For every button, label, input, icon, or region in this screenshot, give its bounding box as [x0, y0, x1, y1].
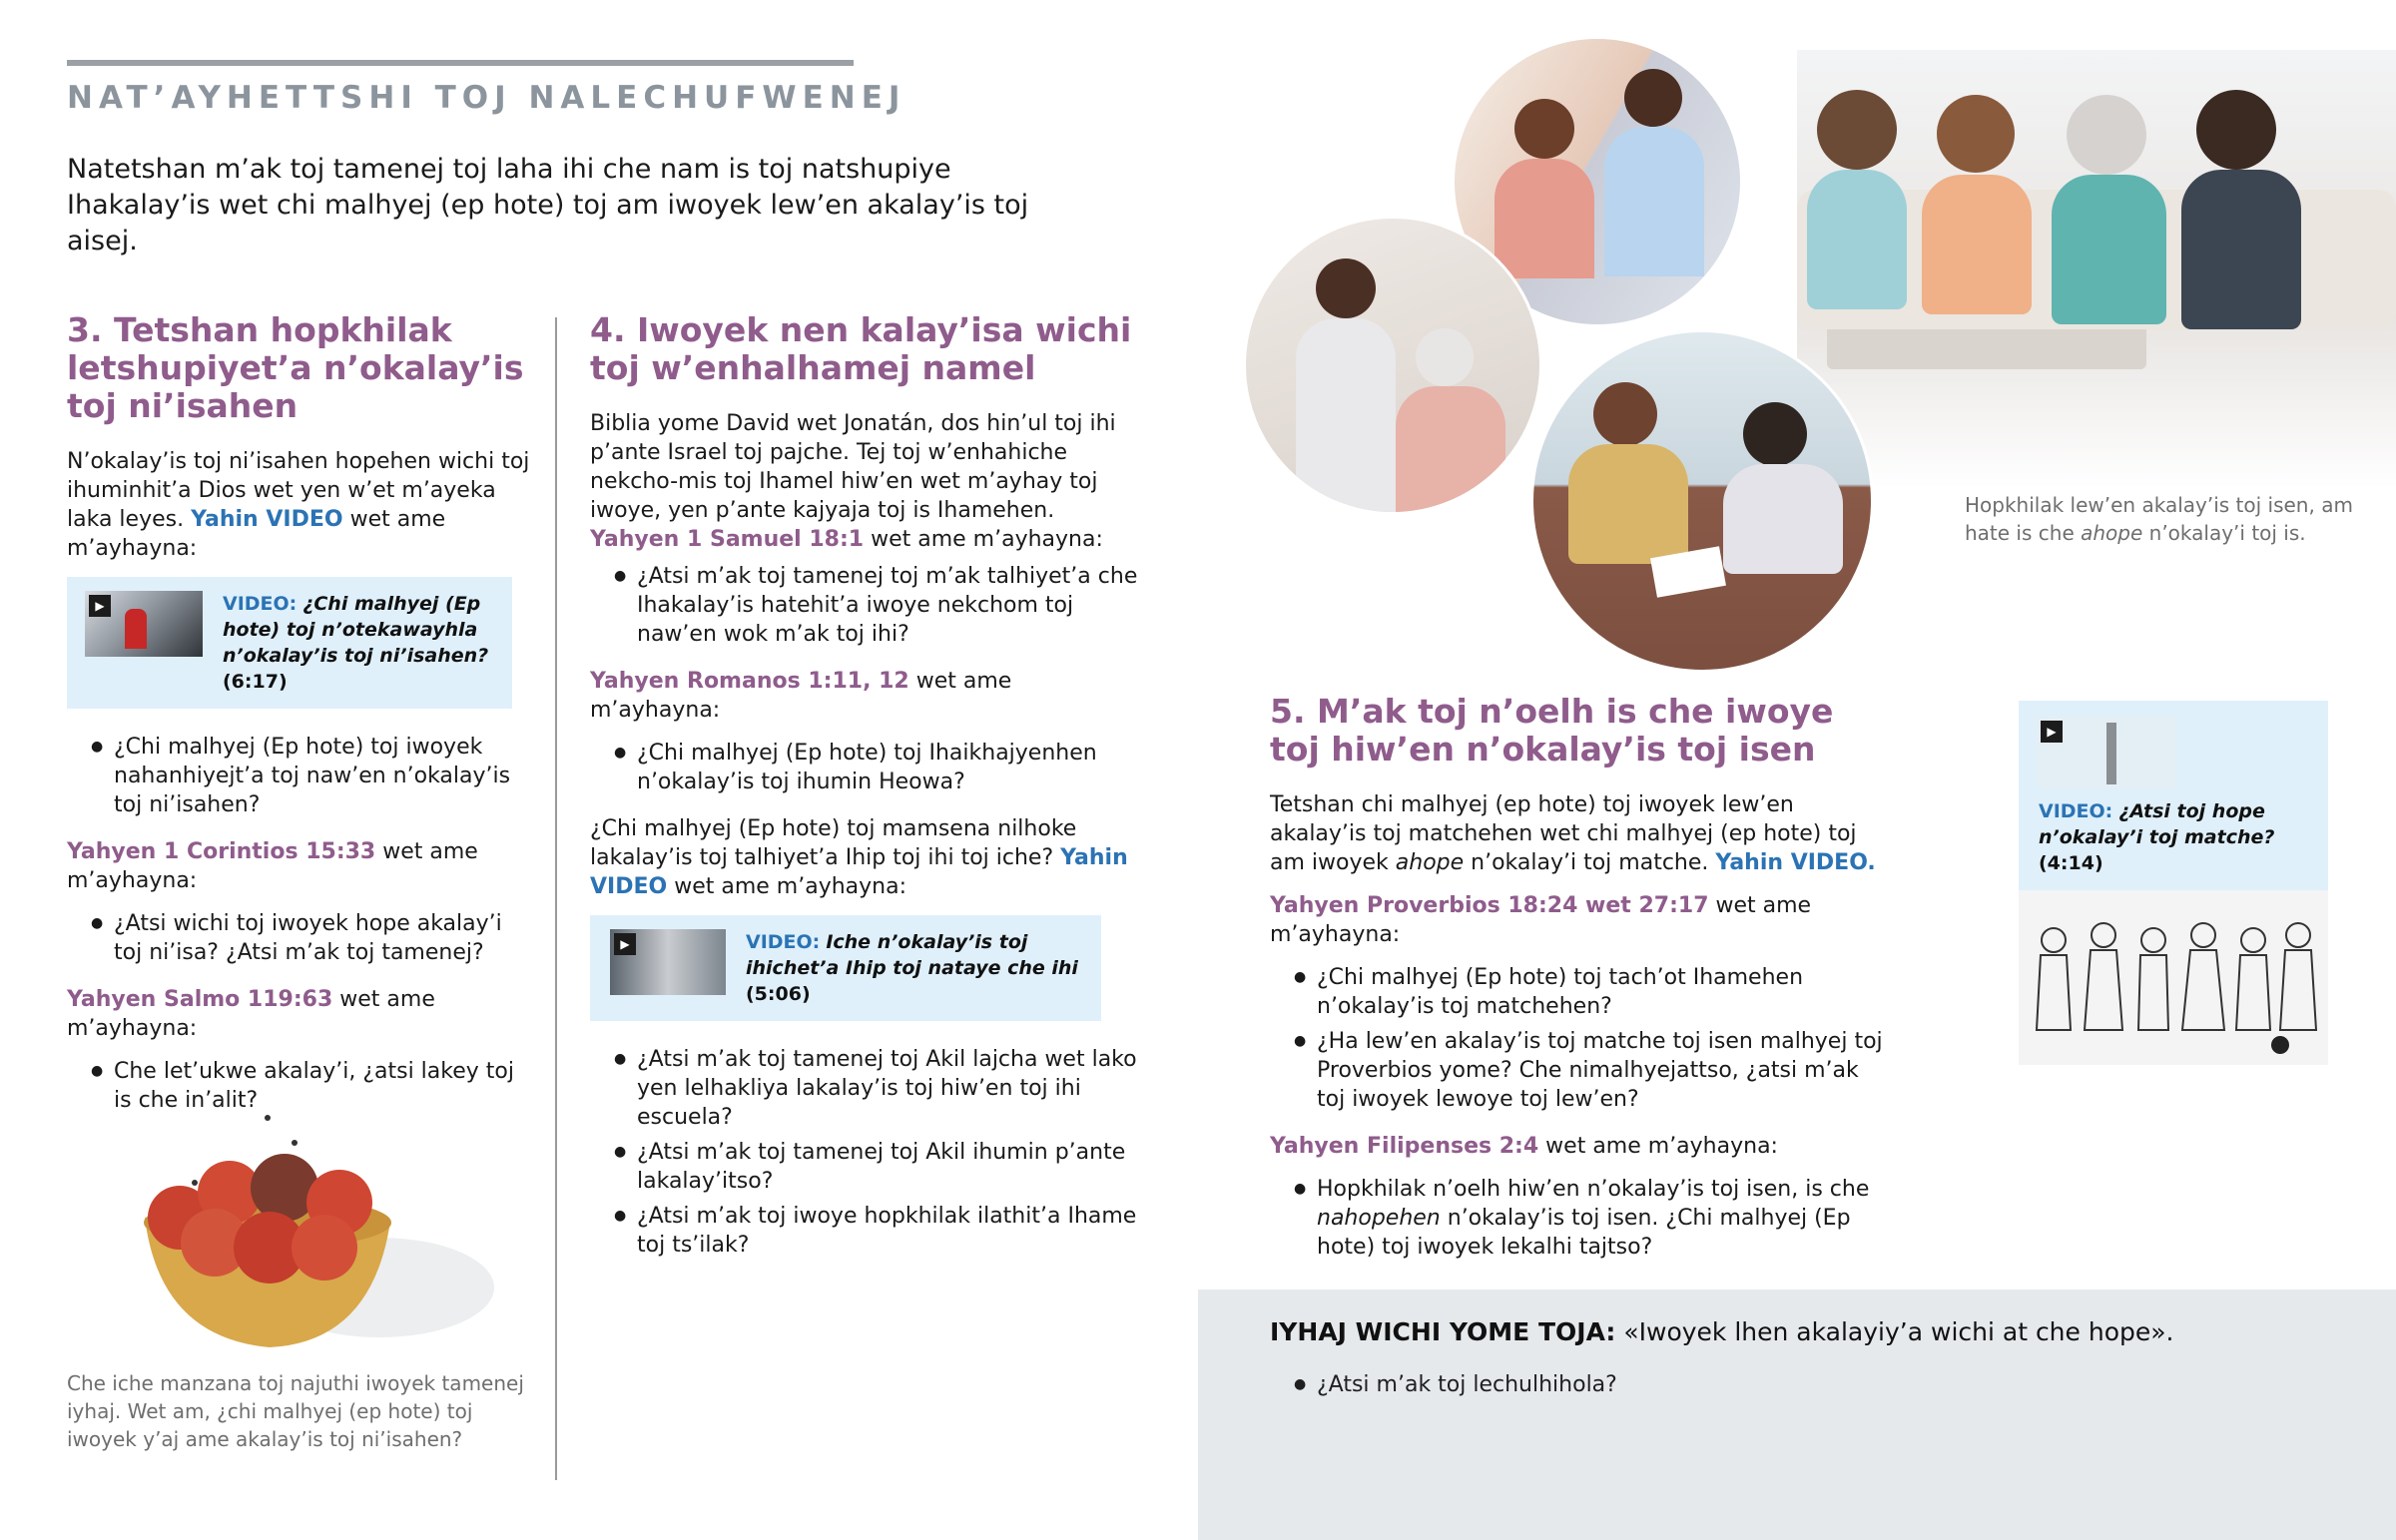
people-sketch-illustration — [2019, 890, 2328, 1065]
section-4-video-text: VIDEO: Iche n’okalay’is toj ihichet’a Ihip toj nataye che ihi (5:06) — [746, 931, 1078, 1005]
person-head — [1624, 69, 1682, 127]
question-item: ● ¿Atsi m’ak toj lechulhihola? — [1270, 1370, 1617, 1399]
person-body — [1922, 175, 2032, 314]
section-3-video-link[interactable]: Yahin VIDEO — [191, 507, 343, 532]
section-4 — [590, 311, 1139, 1278]
section-5-paragraph: Tetshan chi malhyej (ep hote) toj iwoyek lew’en akalay’is toj matchehen wet chi malhyej (ep hote) toj am iwoyek ahope n’okalay’i toj matche. Yahin VIDEO. — [1270, 792, 1876, 875]
friends-group-illustration — [1797, 50, 2396, 489]
section-3-questions-1 — [67, 733, 536, 819]
person-head — [2196, 90, 2276, 170]
question-item: ● Hopkhilak n’oelh hiw’en n’okalay’is toj isen, is che nahopehen n’okalay’is toj isen. ¿Chi malhyej (Ep hote) toj iwoyek lekalhi tajtso? — [1270, 1175, 1889, 1262]
summary-title: IYHAJ WICHI YOME TOJA: «Iwoyek lhen akalayiy’a wichi at che hope». — [1270, 1317, 2174, 1346]
person-head — [1937, 95, 2015, 173]
section-3-paragraph: N’okalay’is toj ni’isahen hopehen wichi toj ihuminhit’a Dios wet yen w’et m’ayeka laka leyes. Yahin VIDEO wet ame m’ayhayna: — [67, 449, 530, 561]
question-item: ● ¿Chi malhyej (Ep hote) toj Ihaikhajyenhen n’okalay’is toj ihumin Heowa? — [590, 739, 1139, 796]
summary-questions — [1270, 1370, 1617, 1405]
person-body — [1807, 170, 1907, 309]
question-item: ● ¿Atsi wichi toj iwoyek hope akalay’i toj ni’isa? ¿Atsi m’ak toj tamenej? — [67, 909, 536, 967]
person-body — [1296, 318, 1396, 515]
person-body — [1568, 444, 1688, 564]
person-body — [1495, 159, 1594, 278]
page-kicker: NAT’AYHETTSHI TOJ NALECHUFWENEJ — [67, 80, 906, 116]
apple-bowl-illustration — [120, 1098, 499, 1357]
section-3-reference-2: Yahyen Salmo 119:63 wet ame m’ayhayna: — [67, 987, 435, 1041]
question-item: ● ¿Atsi m’ak toj tamenej toj Akil ihumin p’ante lakalay’itso? — [590, 1138, 1139, 1196]
section-4-paragraph: Biblia yome David wet Jonatán, dos hin’ul toj ihi p’ante Israel toj pajche. Tej toj w’enhahiche nekcho-mis toj Ihamel hiw’en wet m’ayhay toj iwoye, yen p’ante kajyaja toj is Ihamehen. Yahyen 1 Samuel 18:1 wet ame m’ayhayna: — [590, 411, 1116, 552]
play-icon[interactable]: ▶ — [614, 933, 636, 955]
section-3-title: 3. Tetshan hopkhilak letshupiyet’a n’okalay’is toj ni’isahen — [67, 310, 524, 425]
section-4-reference-1[interactable]: Yahyen 1 Samuel 18:1 — [590, 527, 865, 552]
person-body — [1723, 464, 1843, 574]
video-thumbnail[interactable] — [610, 929, 726, 995]
section-4-paragraph-2: ¿Chi malhyej (Ep hote) toj mamsena nilhoke lakalay’is toj talhiyet’a Ihip toj ihi toj iche? Yahin VIDEO wet ame m’ayhayna: — [590, 816, 1128, 899]
elder-visit-illustration — [1243, 216, 1542, 515]
tree-shape — [2106, 723, 2116, 784]
question-item: ● ¿Chi malhyej (Ep hote) toj iwoyek nahanhiyejt’a toj naw’en n’okalay’is toj ni’isahen? — [67, 733, 536, 819]
section-5-questions-2 — [1270, 1175, 1889, 1262]
section-5-video-card[interactable] — [2019, 701, 2328, 1065]
question-item: ● ¿Chi malhyej (Ep hote) toj tach’ot Ihamehen n’okalay’is toj matchehen? — [1270, 963, 1889, 1021]
section-3-video-text: VIDEO: ¿Chi malhyej (Ep hote) toj n’otekawayhla n’okalay’is toj ni’isahen? (6:17) — [223, 593, 489, 693]
page-intro: Natetshan m’ak toj tamenej toj laha ihi che nam is toj natshupiye Ihakalay’is wet chi malhyej (ep hote) toj am iwoyek lew’en akalay’is toj aisej. — [67, 154, 1029, 257]
person-head — [1514, 99, 1574, 159]
column-divider — [555, 317, 557, 1480]
section-3 — [67, 311, 536, 1133]
section-3-questions-2 — [67, 909, 536, 967]
section-3-video-card[interactable] — [67, 577, 512, 709]
friends-caption: Hopkhilak lew’en akalay’is toj isen, am hate is che ahope n’okalay’i toj is. — [1965, 493, 2353, 545]
section-3-reference-1: Yahyen 1 Corintios 15:33 wet ame m’ayhayna: — [67, 839, 478, 893]
section-5-video-link[interactable]: Yahin VIDEO. — [1715, 850, 1876, 875]
question-item: ● ¿Atsi m’ak toj tamenej toj m’ak talhiyet’a che Ihakalay’is hatehit’a iwoye nekchom toj naw’en wok m’ak toj ihi? — [590, 562, 1139, 649]
play-icon[interactable]: ▶ — [2041, 721, 2063, 743]
section-5-video-text: VIDEO: ¿Atsi toj hope n’okalay’i toj matche? (4:14) — [2039, 800, 2275, 874]
thumbnail-person-shape — [125, 609, 147, 649]
section-4-title: 4. Iwoyek nen kalay’isa wichi toj w’enhalhamej namel — [590, 310, 1132, 387]
section-5-questions-1 — [1270, 963, 1889, 1114]
section-4-questions-1 — [590, 562, 1139, 649]
person-body — [1604, 127, 1704, 276]
person-head — [1817, 90, 1897, 170]
person-body — [2052, 175, 2166, 324]
person-head — [2067, 95, 2146, 175]
person-head — [1316, 258, 1376, 318]
section-5-title: 5. M’ak toj n’oelh is che iwoye toj hiw’en n’okalay’is toj isen — [1270, 692, 1834, 769]
apple-caption: Che iche manzana toj najuthi iwoyek tamenej iyhaj. Wet am, ¿chi malhyej (ep hote) toj iwoyek y’aj ame akalay’is toj ni’isahen? — [67, 1371, 524, 1451]
section-5-reference-1: Yahyen Proverbios 18:24 wet 27:17 wet ame m’ayhayna: — [1270, 893, 1812, 947]
question-item: ● Che let’ukwe akalay’i, ¿atsi lakey toj is che in’alit? — [67, 1057, 536, 1115]
video-thumbnail[interactable] — [85, 591, 203, 657]
question-item: ● ¿Atsi m’ak toj tamenej toj Akil lajcha wet lako yen lelhakliya lakalay’is toj hiw’en toj ihi escuela? — [590, 1045, 1139, 1132]
section-4-video-card[interactable] — [590, 915, 1101, 1021]
section-5-reference-2: Yahyen Filipenses 2:4 wet ame m’ayhayna: — [1270, 1134, 1778, 1159]
header-rule — [67, 60, 854, 66]
question-item: ● ¿Atsi m’ak toj iwoye hopkhilak ilathit’a Ihame toj ts’ilak? — [590, 1202, 1139, 1260]
video-thumbnail[interactable] — [2037, 717, 2176, 788]
person-head — [1743, 402, 1807, 466]
play-icon[interactable]: ▶ — [89, 595, 111, 617]
section-5 — [1270, 693, 1889, 1280]
section-4-questions-2 — [590, 739, 1139, 796]
section-4-questions-3 — [590, 1045, 1139, 1260]
person-body — [1396, 386, 1505, 515]
person-body — [2181, 170, 2301, 329]
comforting-friend-illustration — [1530, 329, 1874, 673]
person-head — [1416, 328, 1474, 386]
question-item: ● ¿Ha lew’en akalay’is toj matche toj isen malhyej toj Proverbios yome? Che nimalhyejattso, ¿atsi m’ak toj iwoyek lewoye toj lew’en? — [1270, 1027, 1889, 1114]
person-head — [1593, 382, 1657, 446]
section-4-video-link[interactable]: Yahin VIDEO — [590, 845, 1128, 899]
section-4-reference-2: Yahyen Romanos 1:11, 12 wet ame m’ayhayna: — [590, 669, 1012, 723]
